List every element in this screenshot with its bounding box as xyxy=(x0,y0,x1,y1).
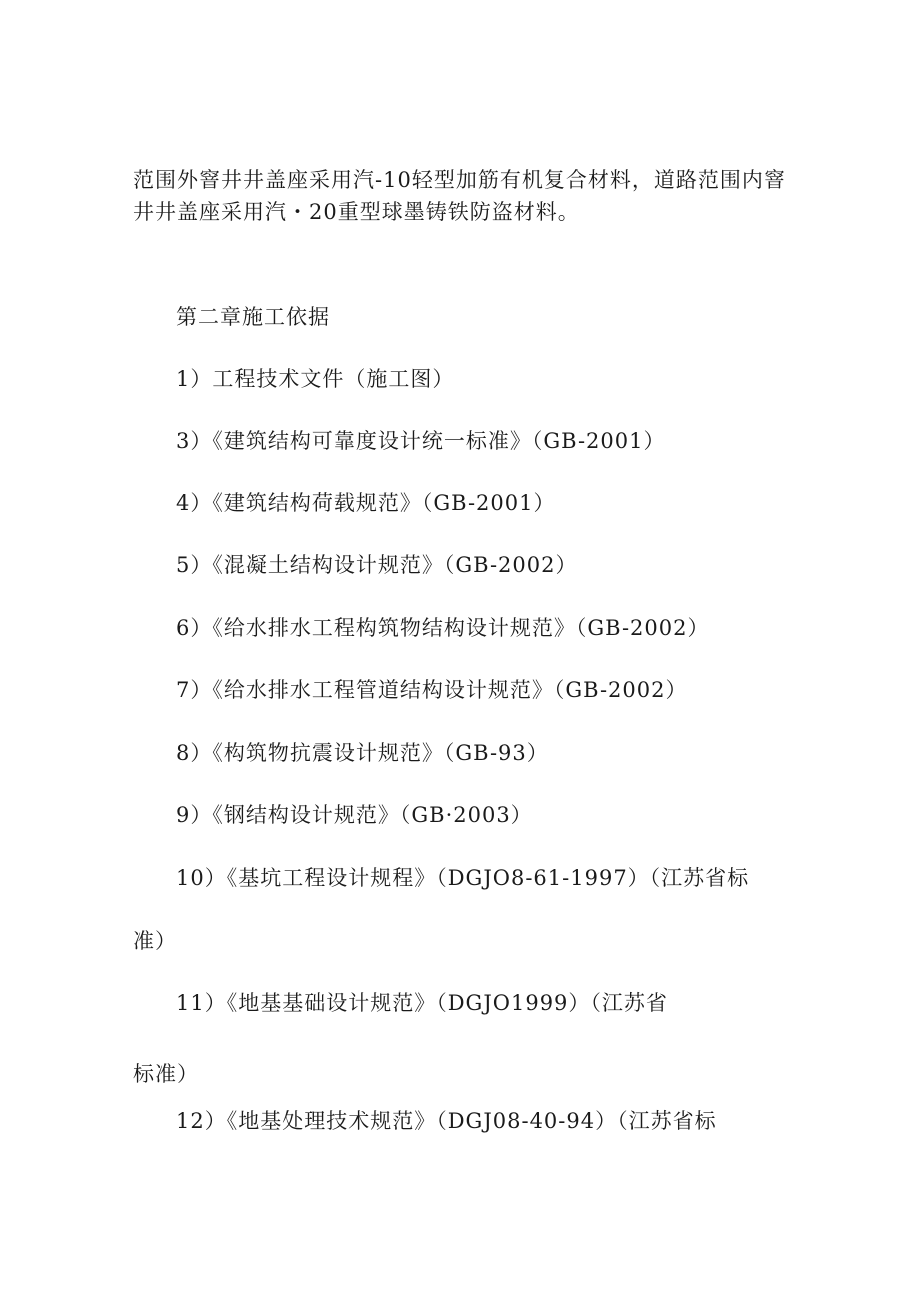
chapter-title: 第二章施工依据 xyxy=(176,305,330,329)
reference-item-3: 3）《建筑结构可靠度设计统一标准》（GB-2001） xyxy=(176,429,666,453)
reference-item-9: 9）《钢结构设计规范》（GB·2003） xyxy=(176,803,533,827)
intro-line-2: 井井盖座采用汽・20重型球墨铸铁防盗材料。 xyxy=(133,200,580,224)
reference-item-1: 1）工程技术文件（施工图） xyxy=(176,367,455,391)
intro-line-1: 范围外窨井井盖座采用汽-10轻型加筋有机复合材料，道路范围内窨 xyxy=(133,168,786,192)
reference-item-11: 11）《地基基础设计规范》（DGJO1999）（江苏省 xyxy=(176,991,668,1015)
reference-item-10: 10）《基坑工程设计规程》（DGJO8-61-1997）（江苏省标 xyxy=(176,866,750,890)
reference-item-6: 6）《给水排水工程构筑物结构设计规范》（GB-2002） xyxy=(176,616,710,640)
reference-item-4: 4）《建筑结构荷载规范》（GB-2001） xyxy=(176,491,556,515)
reference-item-7: 7）《给水排水工程管道结构设计规范》（GB-2002） xyxy=(176,678,688,702)
reference-item-5: 5）《混凝土结构设计规范》（GB-2002） xyxy=(176,553,578,577)
reference-item-8: 8）《构筑物抗震设计规范》（GB-93） xyxy=(176,741,549,765)
reference-item-11-continued: 标准） xyxy=(133,1062,199,1086)
reference-item-10-continued: 准） xyxy=(133,929,177,953)
reference-item-12: 12）《地基处理技术规范》（DGJ08-40-94）（江苏省标 xyxy=(176,1109,717,1133)
